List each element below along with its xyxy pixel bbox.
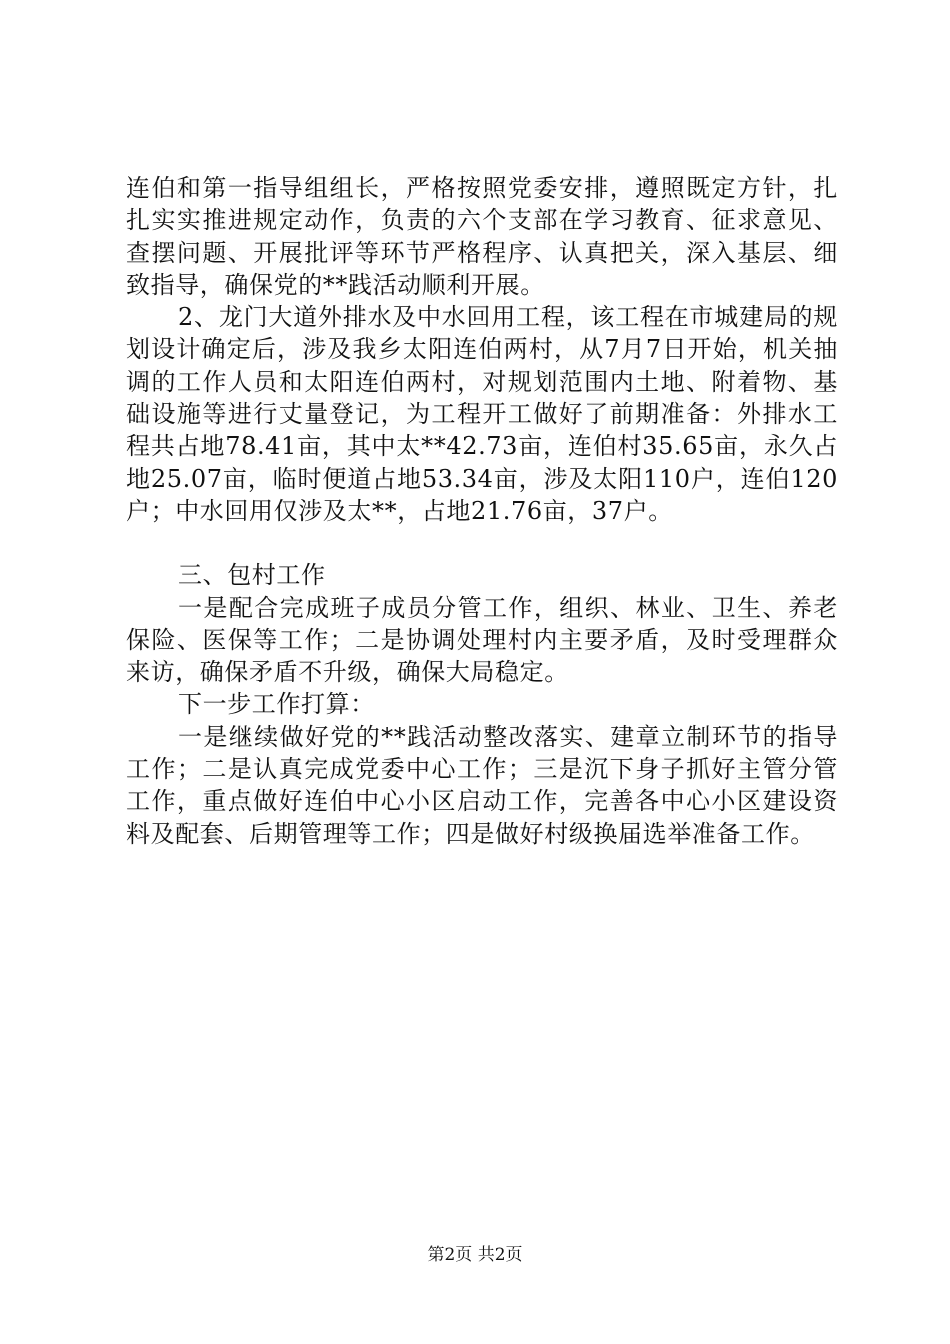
section-heading-next-plan: 下一步工作打算： — [178, 690, 375, 719]
section-heading-village-work: 三、包村工作 — [178, 561, 326, 590]
paragraph-continuation: 连伯和第一指导组组长，严格按照党委安排，遵照既定方针，扎扎实实推进规定动作，负责的六个支部在学习教育、征求意见、查摆问题、开展批评等环节严格程序、认真把关，深入基层、细致指导，确保党的**践活动顺利开展。 — [126, 174, 838, 299]
paragraph-gap — [126, 527, 838, 559]
paragraph-next-plan: 一是继续做好党的**践活动整改落实、建章立制环节的指导工作；二是认真完成党委中心工作；三是沉下身子抓好主管分管工作，重点做好连伯中心小区启动工作，完善各中心小区建设资料及配套、后期管理等工作；四是做好村级换届选举准备工作。 — [126, 722, 838, 848]
paragraph-village-work: 一是配合完成班子成员分管工作，组织、林业、卫生、养老保险、医保等工作；二是协调处理村内主要矛盾，及时受理群众来访，确保矛盾不升级，确保大局稳定。 — [126, 593, 838, 687]
page-number-footer: 第2页 共2页 — [427, 1245, 523, 1265]
document-body — [126, 172, 838, 850]
paragraph-drainage-project: 2、龙门大道外排水及中水回用工程，该工程在市城建局的规划设计确定后，涉及我乡太阳连伯两村，从7月7日开始，机关抽调的工作人员和太阳连伯两村，对规划范围内土地、附着物、基础设施等进行丈量登记，为工程开工做好了前期准备：外排水工程共占地78.41亩，其中太**42.73亩，连伯村35.65亩，永久占地25.07亩，临时便道占地53.34亩，涉及太阳110户，连伯120户；中水回用仅涉及太**，占地21.76亩，37户。 — [126, 303, 838, 525]
